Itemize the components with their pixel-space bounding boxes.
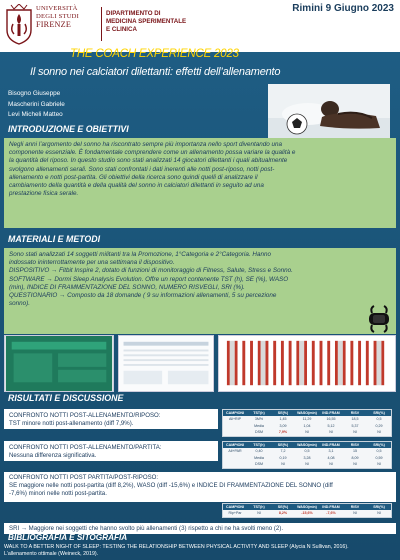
table-cell: Media — [254, 455, 264, 460]
header-divider — [101, 7, 102, 41]
table-cell: DSM — [255, 430, 263, 435]
report-table-screenshot — [118, 335, 214, 392]
table-cell: SE(%) — [277, 505, 289, 509]
table-cell: 1,04 — [303, 423, 311, 428]
table-cell: 7,9% — [278, 430, 288, 435]
methods-line: DISPOSITIVO → Fitbit Inspire 2, dotato di funzioni di monitoraggio di Fitness, Salute, Stress e Sonno. — [9, 267, 293, 275]
table-cell: WASO(min) — [297, 505, 317, 509]
table-row — [223, 429, 391, 435]
table-cell: 16,55 — [326, 417, 336, 422]
table-cell: WASO(min) — [297, 411, 317, 415]
table-cell: SRI(%) — [373, 505, 385, 509]
header-band — [0, 0, 400, 52]
table-cell — [223, 429, 247, 435]
biblio-heading: BIBLIOGRAFIA E SITOGRAFIA — [8, 533, 128, 542]
table-cell: Rip+Par — [228, 511, 242, 516]
methods-line: SOFTWARE → Dormi Sleep Analysis Evolution. Offre un report contenente TST (h), SE (%), WASO — [9, 275, 289, 283]
university-line: FIRENZE — [36, 20, 72, 30]
table-cell: 3,1 — [328, 449, 334, 454]
table-cell: -15,6% — [301, 511, 313, 516]
sleep-chart-screenshot — [218, 335, 396, 392]
table-cell: 0,5 — [304, 449, 310, 454]
table-cell: CAMPIONI — [226, 411, 244, 415]
poster-title: THE COACH EXPERIENCE 2023 — [70, 48, 239, 60]
intro-line: prestazione fisica serale. — [9, 190, 79, 198]
results-heading: RISULTATI E DISCUSSIONE — [8, 393, 124, 403]
table-cell: TST(h) — [253, 443, 265, 447]
table-cell: NI — [377, 430, 381, 435]
table-cell: 0,29 — [375, 423, 383, 428]
table-cell: All+PAR — [228, 449, 242, 454]
methods-line: indossato ininterrottamente per una settimana il dispositivo. — [9, 259, 175, 267]
biblio-entry: L’allenamento ottimale (Weineck, 2019). — [4, 550, 99, 557]
table-cell: SRI(%) — [373, 443, 385, 447]
author-name: Mascherini Gabriele — [8, 100, 65, 108]
result-block-3 — [4, 472, 396, 502]
department-line: MEDICINA SPERIMENTALE — [106, 18, 187, 25]
dormi-app-screenshot — [4, 335, 114, 392]
table-cell: 5,37 — [351, 423, 359, 428]
table-cell: 4,08 — [327, 455, 335, 460]
result-line: Nessuna differenza significativa. — [9, 451, 97, 459]
table-cell: All+RIP — [228, 417, 242, 422]
author-list — [8, 89, 128, 121]
table-cell: RISV — [350, 505, 360, 509]
result-line: TST minore notti post-allenamento (diff 7,9%). — [9, 419, 134, 427]
result-line: SRI → Maggiore nei soggetti che hanno svolto più allenamenti (3) rispetto a chi ne ha svolti meno (2). — [9, 525, 284, 532]
table-cell: NI — [305, 462, 309, 467]
intro-heading: INTRODUZIONE E OBIETTIVI — [8, 124, 129, 134]
university-seal-icon — [4, 4, 34, 46]
intro-line: svolgono allenamenti serali. Sono stati confrontati i dati inerenti alle notti post-riposo, notti post- — [9, 165, 275, 173]
table-cell: CAMPIONI — [226, 505, 244, 509]
table-cell: NI — [377, 462, 381, 467]
table-cell: RISV — [350, 443, 360, 447]
bibliography — [4, 544, 396, 558]
intro-line: componente essenziale. È fondamentale comprendere come un allenamento possa variare la qualità e — [9, 149, 296, 157]
result-table-1 — [222, 409, 392, 437]
table-cell: NI — [353, 430, 357, 435]
table-cell: DSM — [255, 462, 263, 467]
table-cell: NI — [329, 462, 333, 467]
methods-box — [4, 248, 396, 334]
table-cell: TST(h) — [253, 411, 265, 415]
methods-line: Sono stati analizzati 14 soggetti militanti tra la Promozione, 1°Categoria e 2°Categoria. Hanno — [9, 251, 271, 258]
methods-line: sonno). — [9, 300, 31, 308]
result-line: CONFRONTO NOTTI POST PARTITA/POST-RIPOSO: — [9, 474, 159, 481]
table-cell: NI — [305, 430, 309, 435]
poster-subtitle: Il sonno nei calciatori dilettanti: effetti dell’allenamento — [30, 66, 281, 78]
intro-line: cambiamento della quantità e della qualità del sonno in calciatori dilettanti in seguito ad una — [9, 182, 264, 190]
table-cell: 0,59 — [375, 455, 383, 460]
intro-line: Negli anni l’argomento del sonno ha riscontrato sempre più importanza nello sport diventando una — [9, 141, 283, 148]
department-line: E CLINICA — [106, 26, 137, 33]
table-cell: NI — [377, 511, 381, 516]
methods-line: QUESTIONARIO → Composto da 18 domande ( 9 su informazioni allenamenti, 5 su percezione — [9, 292, 277, 300]
result-block-1 — [4, 409, 218, 429]
table-cell: NI — [353, 462, 357, 467]
table-cell: IND.FRAM — [322, 505, 340, 509]
table-cell: SE(%) — [277, 411, 289, 415]
department-line: DIPARTIMENTO DI — [106, 10, 161, 17]
event-date: Rimini 9 Giugno 2023 — [292, 3, 394, 14]
table-cell: 0,5 — [376, 449, 382, 454]
table-cell: WASO(min) — [297, 443, 317, 447]
table-cell — [223, 461, 247, 467]
fitbit-device-icon — [366, 304, 392, 334]
table-cell: SE(%) — [277, 443, 289, 447]
table-cell: 11,29 — [302, 417, 312, 422]
table-cell: CAMPIONI — [226, 443, 244, 447]
university-name — [36, 5, 98, 30]
table-cell: 8,2% — [278, 511, 288, 516]
table-cell: -7,6% — [326, 511, 336, 516]
result-line: CONFRONTO NOTTI POST-ALLENAMENTO/RIPOSO: — [9, 412, 161, 419]
table-cell: 1,45 — [279, 417, 287, 422]
author-name: Levi Micheli Matteo — [8, 111, 63, 119]
result-block-2 — [4, 441, 218, 461]
result-table-3 — [222, 503, 392, 518]
table-cell: 7,2 — [280, 449, 286, 454]
result-line: -7,6%) minori nelle notti post-partita. — [9, 489, 107, 497]
table-cell: RISV — [350, 411, 360, 415]
table-row — [223, 461, 391, 467]
table-cell: Media — [254, 423, 264, 428]
table-cell: NI — [257, 511, 261, 516]
table-cell: 3M% — [254, 417, 264, 422]
author-name: Bisogno Giuseppe — [8, 90, 61, 97]
intro-box — [4, 138, 396, 228]
table-cell: 0,40 — [255, 449, 263, 454]
university-line: UNIVERSITÀ — [36, 5, 78, 12]
result-table-2 — [222, 441, 392, 469]
methods-line: (min), INDICE DI FRAMMENTAZIONE DEL SONNO, NUMERO RISVEGLI, SRI (%). — [9, 283, 245, 291]
table-cell: NI — [281, 462, 285, 467]
table-cell: NI — [329, 430, 333, 435]
table-cell: SRI(%) — [373, 411, 385, 415]
table-cell: IND.FRAM — [322, 411, 340, 415]
table-row — [223, 510, 391, 516]
department-name — [106, 10, 196, 34]
table-cell: NI — [353, 511, 357, 516]
intro-line: allenamento e notti post-partita. Gli obiettivi della ricerca sono quindi quelli di analizzare il — [9, 173, 258, 181]
table-cell: 3,09 — [279, 423, 287, 428]
table-cell: 3,28 — [303, 455, 311, 460]
result-line: CONFRONTO NOTTI POST-ALLENAMENTO/PARTITA: — [9, 444, 162, 451]
table-cell: 8,09 — [351, 455, 359, 460]
table-cell: 0,19 — [279, 455, 287, 460]
result-line: SE maggiore nelle notti post-partita (diff 8,2%), WASO (diff -15,6%) e INDICE DI FRAMMENTAZIONE DEL SONNO (diff — [9, 481, 333, 489]
methods-heading: MATERIALI E METODI — [8, 234, 101, 244]
table-cell: 15 — [353, 449, 357, 454]
table-cell: TST(h) — [253, 505, 265, 509]
software-screenshots — [4, 335, 396, 392]
table-cell: 0,5 — [376, 417, 382, 422]
table-cell: 18,5 — [351, 417, 359, 422]
table-cell: IND.FRAM — [322, 443, 340, 447]
intro-line: la quantità del riposo. In questo studio sono stati analizzati 14 giocatori dilettanti i quali abitualmente — [9, 157, 288, 165]
university-line: DEGLI STUDI — [36, 13, 80, 21]
sleeping-player-photo — [268, 84, 390, 141]
table-cell: 5,12 — [327, 423, 335, 428]
biblio-entry: WALK TO A BETTER NIGHT OF SLEEP: TESTING THE RELATIONSHIP BETWEEN PHYSICAL ACTIVITY AND SLEEP (Alycia N Sullivan, 2016). — [4, 544, 349, 550]
